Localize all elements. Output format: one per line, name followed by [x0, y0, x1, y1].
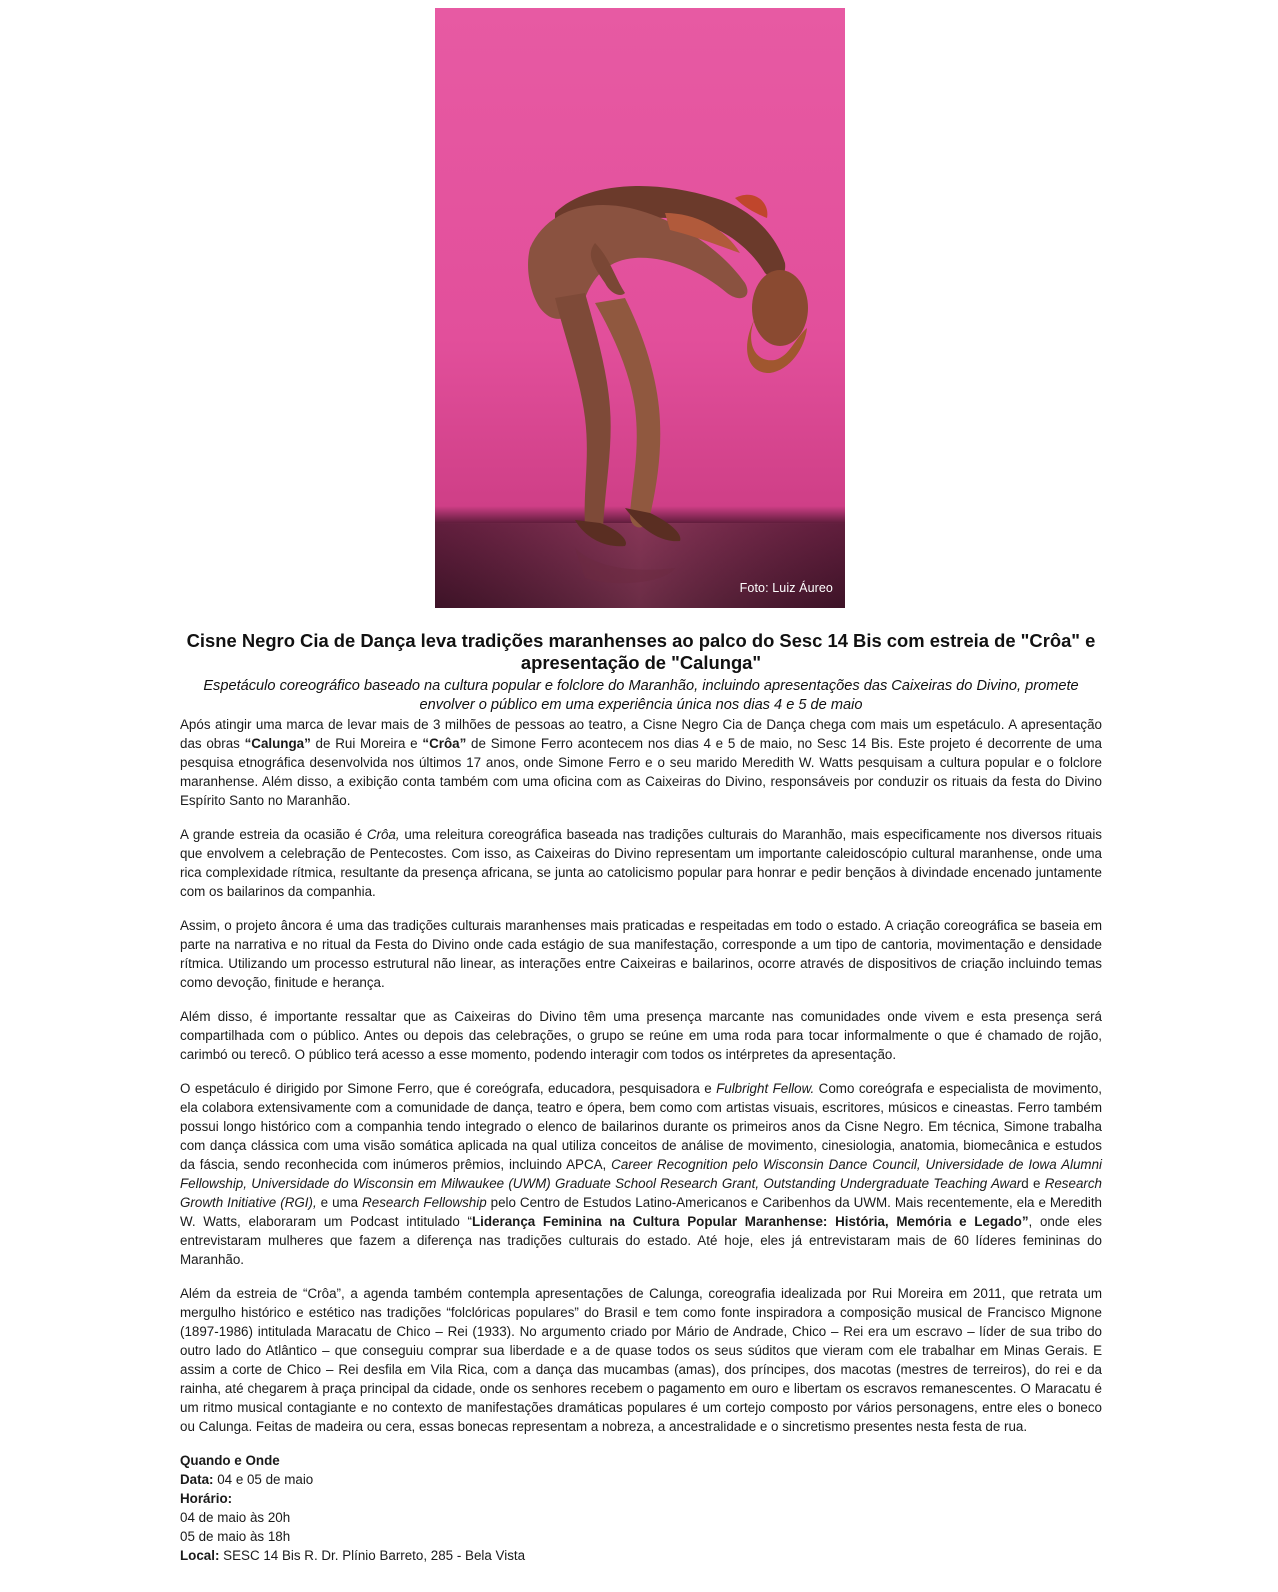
- paragraph-6: Além da estreia de “Crôa”, a agenda também contempla apresentações de Calunga, coreografia idealizada por Rui Moreira em 2011, que retrata um mergulho histórico e estético nas tradições “folclóricas populares” do Brasil e tem como fonte inspiradora a composição musical de Francisco Mignone (1897-1986) intitulada Maracatu de Chico – Rei (1933). No argumento criado por Mário de Andrade, Chico – Rei era um escravo – líder de sua tribo do outro lado do Atlântico – que conseguiu comprar sua liberdade e a de quase todos os seus súditos que vieram com ele trabalhar em Minas Gerais. E assim a corte de Chico – Rei desfila em Vila Rica, com a dança das mucambas (amas), dos príncipes, dos macotas (mestres de terreiros), do rei e da rainha, até chegarem à praça principal da cidade, onde os senhores recebem o pagamento em ouro e libertam os escravos remanescentes. O Maracatu é um ritmo musical contagiante e no contexto de manifestações dramáticas populares é um cortejo composto por vários personagens, entre eles o boneco ou Calunga. Feitas de madeira ou cera, essas bonecas representam a nobreza, a ancestralidade e o sincretismo presentes nesta festa de rua.: [180, 1286, 1102, 1434]
- paragraph-1: Após atingir uma marca de levar mais de 3 milhões de pessoas ao teatro, a Cisne Negro Cia de Dança chega com mais um espetáculo. A apresentação das obras “Calunga” de Rui Moreira e “Crôa” de Simone Ferro acontecem nos dias 4 e 5 de maio, no Sesc 14 Bis. Este projeto é decorrente de uma pesquisa etnográfica desenvolvida nos últimos 17 anos, onde Simone Ferro e o seu marido Meredith W. Watts pesquisam a cultura popular e o folclore maranhense. Além disso, a exibição conta também com uma oficina com as Caixeiras do Divino, responsáveis por conduzir os rituais da festa do Divino Espírito Santo no Maranhão.: [180, 717, 1102, 808]
- article-headline: Cisne Negro Cia de Dança leva tradições maranhenses ao palco do Sesc 14 Bis com estreia de "Crôa" e apresentação de "Calunga": [186, 630, 1096, 673]
- dancers-photo-illustration: [435, 8, 845, 608]
- article-subtitle: Espetáculo coreográfico baseado na cultura popular e folclore do Maranhão, incluindo apresentações das Caixeiras do Divino, promete envolver o público em uma experiência única nos dias 4 e 5 de maio: [203, 678, 1079, 713]
- event-location: Local: SESC 14 Bis R. Dr. Plínio Barreto, 285 - Bela Vista: [180, 1548, 526, 1563]
- article-body: [180, 715, 1102, 1436]
- photo-credit: Foto: Luiz Áureo: [739, 581, 833, 595]
- article: [180, 630, 1102, 1565]
- event-time-1: 04 de maio às 20h: [180, 1510, 291, 1525]
- event-time-2: 05 de maio às 18h: [180, 1529, 291, 1544]
- event-time-label: Horário:: [180, 1491, 233, 1506]
- paragraph-2: A grande estreia da ocasião é Crôa, uma releitura coreográfica baseada nas tradições culturais do Maranhão, mais especificamente nos diversos rituais que envolvem a celebração de Pentecostes. Com isso, as Caixeiras do Divino representam um importante caleidoscópio cultural maranhense, onde uma rica complexidade rítmica, resultante da presença africana, se junta ao catolicismo popular para honrar e pedir bençãos à divindade encenado juntamente com os bailarinos da companhia.: [180, 827, 1102, 899]
- paragraph-3: Assim, o projeto âncora é uma das tradições culturais maranhenses mais praticadas e respeitadas em todo o estado. A criação coreográfica se baseia em parte na narrativa e no ritual da Festa do Divino onde cada estágio de sua manifestação, corresponde a um tipo de cantoria, movimentação e densidade rítmica. Utilizando um processo estrutural não linear, as interações entre Caixeiras e bailarinos, ocorre através de dispositivos de criação incluindo temas como devoção, finitude e herança.: [180, 918, 1102, 990]
- paragraph-4: Além disso, é importante ressaltar que as Caixeiras do Divino têm uma presença marcante nas comunidades onde vivem e esta presença será compartilhada com o público. Antes ou depois das celebrações, o grupo se reúne em uma roda para tocar informalmente o que é chamado de rojão, carimbó ou terecô. O público terá acesso a esse momento, podendo interagir com todos os intérpretes da apresentação.: [180, 1009, 1102, 1062]
- event-date: Data: 04 e 05 de maio: [180, 1472, 314, 1487]
- paragraph-5: O espetáculo é dirigido por Simone Ferro, que é coreógrafa, educadora, pesquisadora e Fulbright Fellow. Como coreógrafa e especialista de movimento, ela colabora extensivamente com a comunidade de dança, teatro e ópera, bem como com artistas visuais, escritores, músicos e cineastas. Ferro também possui longo histórico com a companhia tendo integrado o elenco de bailarinos durante os primeiros anos da Cisne Negro. Em técnica, Simone trabalha com dança clássica com uma visão somática aplicada na qual utiliza conceitos de análise de movimento, cinesiologia, anatomia, biomecânica e estudos da fáscia, sendo reconhecida com inúmeros prêmios, incluindo APCA, Career Recognition pelo Wisconsin Dance Council, Universidade de Iowa Alumni Fellowship, Universidade do Wisconsin em Milwaukee (UWM) Graduate School Research Grant, Outstanding Undergraduate Teaching Award e Research Growth Initiative (RGI), e uma Research Fellowship pelo Centro de Estudos Latino-Americanos e Caribenhos da UWM. Mais recentemente, ela e Meredith W. Watts, elaboraram um Podcast intitulado “Liderança Feminina na Cultura Popular Maranhense: História, Memória e Legado”, onde eles entrevistaram mulheres que fazem a diferença nas tradições culturais do estado. Até hoje, eles já entrevistaram mais de 60 líderes femininas do Maranhão.: [180, 1081, 1103, 1267]
- hero-photo: [435, 8, 845, 608]
- event-info-heading: Quando e Onde: [180, 1453, 280, 1468]
- event-info: [180, 1451, 1102, 1565]
